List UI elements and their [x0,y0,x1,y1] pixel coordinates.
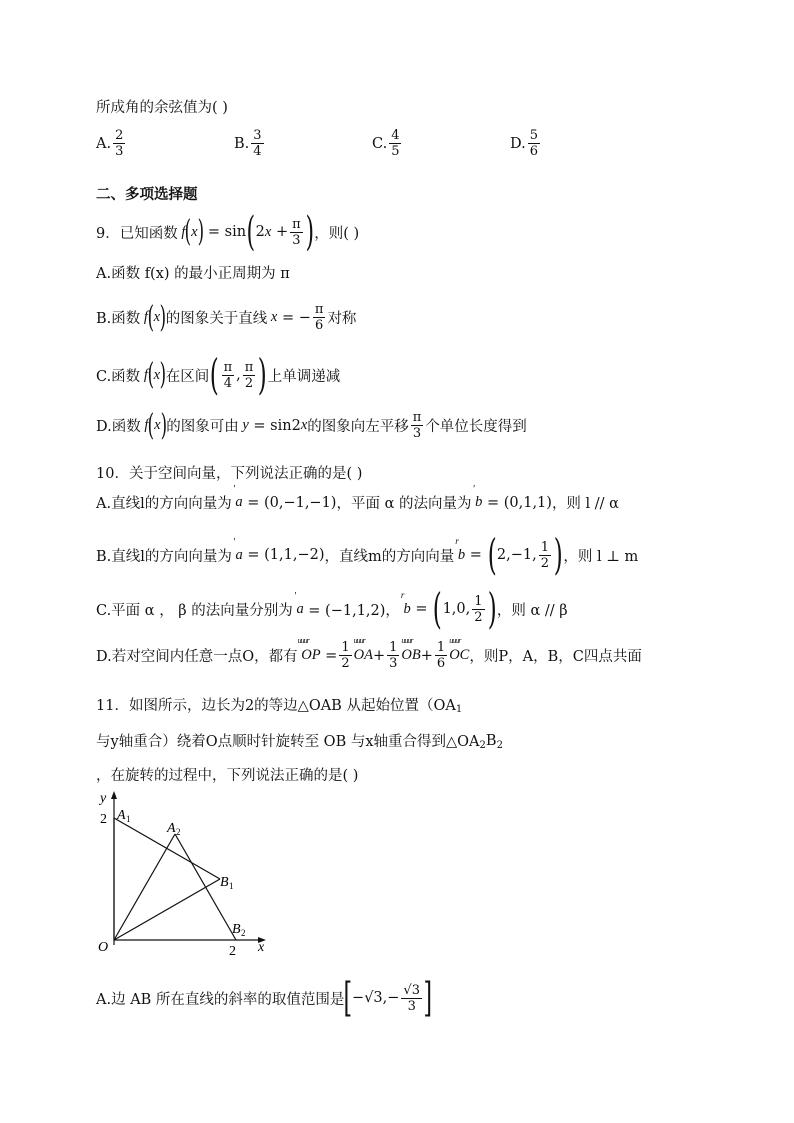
label-b2-sub: 2 [241,928,246,938]
q8-tail: 所成角的余弦值为( ) [96,100,228,116]
q11-stem-line1: 11．如图所示，边长为2的等边△OAB 从起始位置（OA 1 [96,698,463,715]
y-axis-label: y [100,791,107,806]
q10-option-a: A.直线l的方向向量为 ' a = (0,−1,−1) ，平面 α 的法向量为 ' b = (0,1,1) ，则 l // α [96,492,619,513]
y-tick-label: 2 [100,812,107,827]
x-tick-label: 2 [229,944,236,959]
section-heading: 二、多项选择题 [96,187,198,203]
label-b1: B [220,875,229,890]
label-a1: A [117,808,126,823]
q9-stem: 9．已知函数 f ( x ) = sin ( 2 x + $\frac{\pi}{3}$ ) ，则( ) [96,209,360,255]
q9-option-a: A.函数 f(x) 的最小正周期为 π [96,266,290,282]
q11-stem-line2: 与y轴重合）绕着O点顺时针旋转至 OB 与x轴重合得到△OA 2 B 2 [96,732,503,751]
label-a2-sub: 2 [176,827,181,837]
q8-option-d: D. $\frac{5}{6}$ [510,128,538,159]
q8-option-c: C. $\frac{4}{5}$ [372,128,400,159]
label-a2: A [167,821,176,836]
q11-stem-line3: ，在旋转的过程中，下列说法正确的是( ) [96,768,359,784]
x-axis-label: x [258,940,265,955]
segment-oa2 [114,834,175,940]
label-a1-sub: 1 [126,814,131,824]
rotation-figure [92,785,282,960]
q8-option-b: B. $\frac{3}{4}$ [234,128,262,159]
q11-option-a: A.边 AB 所在直线的斜率的取值范围是 [ −√3,− $\frac{√3}{3}$ ] [96,975,433,1021]
q9-option-c: C.函数 f ( x ) 在区间 ( $\frac{\pi}{4}$ , $\frac{\pi}{2}$ ) 上单调递减 [96,350,341,399]
q9-option-b: B.函数 f ( x ) 的图象关于直线 x = − $\frac{\pi}{6}$ 对称 [96,299,357,335]
segment-ob1 [114,879,220,940]
label-b1-sub: 1 [229,881,234,891]
origin-label: O [98,940,109,955]
label-b2: B [232,922,241,937]
q10-option-c: C.平面 α ， β 的法向量分别为 ' a = (−1,1,2)， r b = ( 1,0, $\frac{1}{2}$ ) ，则 α // β [96,588,568,630]
q10-option-b: B.直线l的方向向量为 ' a = (1,1,−2) ，直线m的方向向量 r b = ( 2,−1, $\frac{1}{2}$ ) ，则 l ⊥ m [96,534,638,576]
y-axis-arrow [111,791,117,799]
q8-option-a: A. $\frac{2}{3}$ [96,128,124,159]
q9-option-d: D.函数 f ( x ) 的图象可由 y = sin2 x 的图象向左平移 $\frac{\pi}{3}$ 个单位长度得到 [96,407,527,443]
q10-option-d: D.若对空间内任意一点O，都有 uuur OP = $\frac{1}{2}$ uuur OA + $\frac{1}{3}$ uuur OB + $\frac{1}{6}$ uuur OC ，则P，A，B，C四点共面 [96,640,642,671]
q10-stem: 10．关于空间向量，下列说法正确的是( ) [96,466,363,482]
